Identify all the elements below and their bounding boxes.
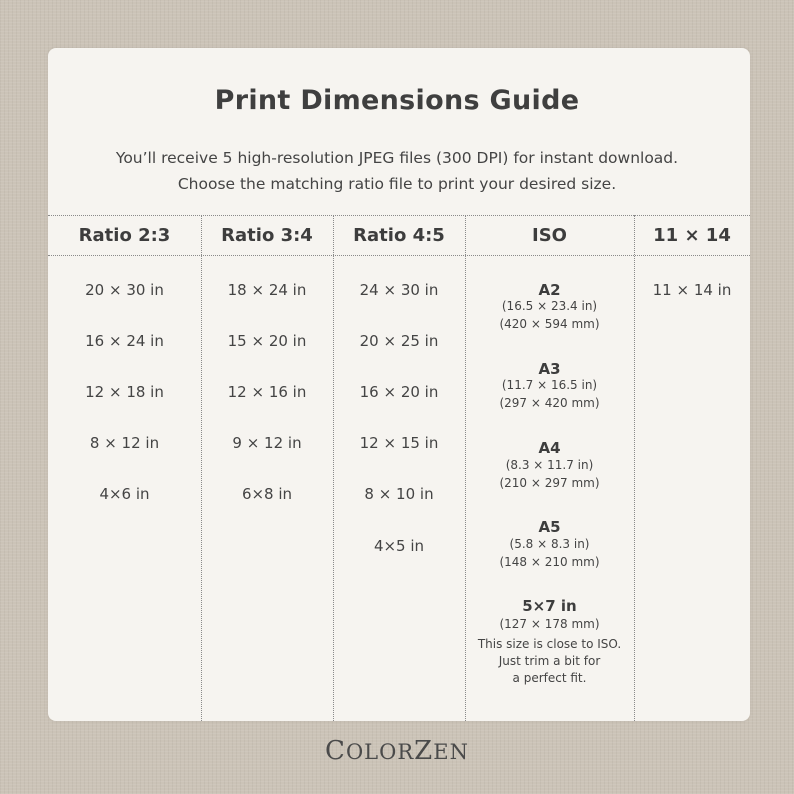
iso-size-name: A3 [538, 360, 561, 378]
size-cell: 12 × 16 in [227, 383, 307, 401]
size-cell: 20 × 30 in [85, 281, 164, 299]
iso-note-line: This size is close to ISO. [477, 637, 622, 651]
size-cell: 18 × 24 in [227, 281, 307, 299]
iso-size-name: A2 [538, 281, 561, 299]
size-cell: 16 × 24 in [85, 332, 164, 350]
iso-note-line: Just trim a bit for [498, 654, 601, 668]
iso-size-name: A4 [538, 439, 561, 457]
size-cell: 4×6 in [99, 485, 150, 503]
iso-size-name: 5×7 in [522, 597, 577, 615]
page-title: Print Dimensions Guide [214, 85, 580, 116]
iso-size-mm: (148 × 210 mm) [499, 555, 600, 569]
column-ratio-2-3 [48, 215, 201, 721]
iso-size-inches: (16.5 × 23.4 in) [501, 299, 598, 313]
iso-note-line: a perfect fit. [512, 671, 587, 685]
colorzen-logo: COLORZEN [325, 736, 469, 766]
column-ratio-4-5 [333, 215, 465, 721]
size-cell: 16 × 20 in [359, 383, 439, 401]
size-cell: 11 × 14 in [652, 281, 732, 299]
size-cell: 12 × 18 in [85, 383, 164, 401]
iso-size-inches: (8.3 × 11.7 in) [505, 458, 594, 472]
size-cell: 8 × 12 in [89, 434, 160, 452]
size-cell: 12 × 15 in [359, 434, 439, 452]
intro-line-2: Choose the matching ratio file to print your desired size. [177, 175, 617, 193]
column-header: Ratio 4:5 [353, 225, 445, 246]
size-cell: 8 × 10 in [364, 485, 434, 503]
iso-size-inches: (11.7 × 16.5 in) [501, 378, 598, 392]
iso-size-name: A5 [538, 518, 561, 536]
iso-size-mm: (210 × 297 mm) [499, 476, 600, 490]
size-cell: 15 × 20 in [227, 332, 307, 350]
column-header: Ratio 3:4 [221, 225, 313, 246]
size-cell: 4×5 in [373, 537, 425, 555]
column-header: Ratio 2:3 [78, 225, 171, 246]
column-ratio-3-4 [201, 215, 333, 721]
column-11x14 [634, 215, 750, 721]
iso-size-inches: (5.8 × 8.3 in) [509, 537, 590, 551]
intro-line-1: You’ll receive 5 high-resolution JPEG files (300 DPI) for instant download. [115, 149, 679, 167]
size-cell: 20 × 25 in [359, 332, 439, 350]
size-cell: 6×8 in [241, 485, 293, 503]
iso-size-mm: (420 × 594 mm) [499, 317, 600, 331]
iso-size-mm: (127 × 178 mm) [499, 617, 600, 631]
column-header: ISO [532, 225, 567, 246]
size-cell: 24 × 30 in [359, 281, 439, 299]
column-header: 11 × 14 [653, 225, 731, 246]
iso-size-mm: (297 × 420 mm) [499, 396, 600, 410]
size-cell: 9 × 12 in [232, 434, 302, 452]
column-iso [465, 215, 634, 721]
